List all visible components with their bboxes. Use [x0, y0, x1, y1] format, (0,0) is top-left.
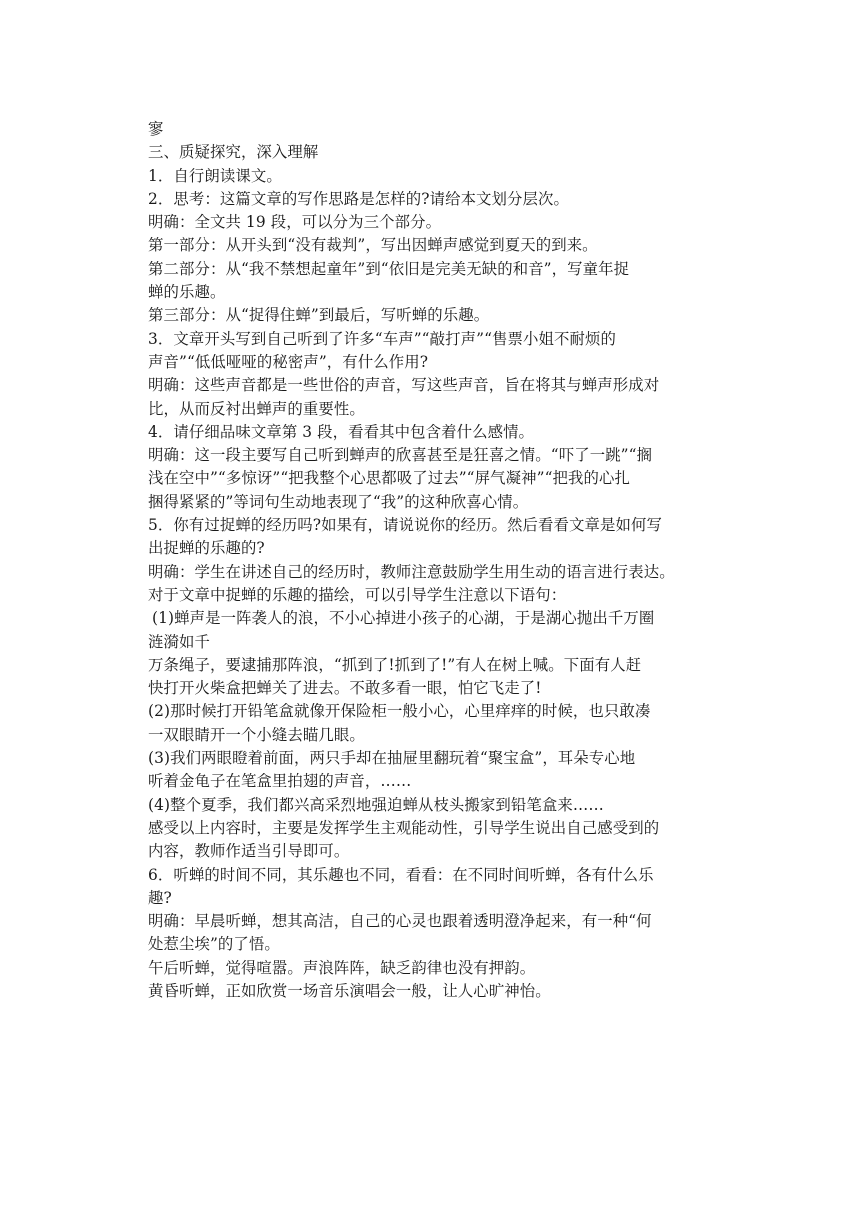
text-line: 第三部分：从“捉得住蝉”到最后，写听蝉的乐趣。: [148, 306, 490, 325]
text-line: 第二部分：从“我不禁想起童年”到“依旧是完美无缺的和音”，写童年捉: [148, 259, 630, 278]
quote-line: 听着金龟子在笔盒里拍翅的声音，……: [148, 772, 412, 791]
answer-line: 浅在空中”“多惊讶”“把我整个心思都吸了过去”“屏气凝神”“把我的心扎: [148, 469, 630, 488]
answer-line: 明确：这一段主要写自己听到蝉声的欣喜甚至是狂喜之情。“吓了一跳”“搁: [148, 446, 653, 465]
quote-line: 一双眼睛开一个小缝去瞄几眼。: [148, 725, 365, 744]
quote-line: 万条绳子，要逮捕那阵浪，“抓到了!抓到了!”有人在树上喊。下面有人赶: [148, 655, 642, 674]
quote-line: (1)蝉声是一阵袭人的浪，不小心掉进小孩子的心湖，于是湖心抛出千万圈: [152, 609, 655, 628]
question-line: 2．思考：这篇文章的写作思路是怎样的?请给本文划分层次。: [148, 189, 569, 208]
question-line: 3．文章开头写到自己听到了许多“车声”“敲打声”“售票小姐不耐烦的: [148, 329, 616, 348]
answer-line: 捆得紧紧的”等词句生动地表现了“我”的这种欣喜心情。: [148, 492, 529, 511]
text-line: 感受以上内容时，主要是发挥学生主观能动性，引导学生说出自己感受到的: [148, 818, 660, 837]
text-line: 黄昏听蝉，正如欣赏一场音乐演唱会一般，让人心旷神怡。: [148, 981, 551, 1000]
quote-line: (4)整个夏季，我们都兴高采烈地强迫蝉从枝头搬家到铅笔盒来……: [148, 795, 604, 814]
text-line: 蝉的乐趣。: [148, 283, 226, 302]
answer-line: 明确：这些声音都是一些世俗的声音，写这些声音，旨在将其与蝉声形成对: [148, 376, 660, 395]
answer-line: 明确：全文共 19 段，可以分为三个部分。: [148, 213, 442, 232]
quote-line: (3)我们两眼瞪着前面，两只手却在抽屉里翻玩着“聚宝盒”，耳朵专心地: [148, 749, 636, 768]
answer-line: 处惹尘埃”的了悟。: [148, 935, 280, 954]
quote-line: 涟漪如千: [148, 632, 210, 651]
text-line: 午后听蝉，觉得喧嚣。声浪阵阵，缺乏韵律也没有押韵。: [148, 958, 536, 977]
question-line: 6．听蝉的时间不同，其乐趣也不同，看看：在不同时间听蝉，各有什么乐: [148, 865, 654, 884]
text-line: 寥: [148, 120, 164, 138]
text-line: 1．自行朗读课文。: [148, 166, 282, 185]
question-line: 5．你有过捉蝉的经历吗?如果有，请说说你的经历。然后看看文章是如何写: [148, 516, 662, 535]
quote-line: (2)那时候打开铅笔盒就像开保险柜一般小心，心里痒痒的时候，也只敢凑: [148, 702, 651, 721]
question-line: 4．请仔细品味文章第 3 段，看看其中包含着什么感情。: [148, 422, 535, 441]
document-body: [148, 118, 718, 1003]
text-line: 内容，教师作适当引导即可。: [148, 842, 350, 861]
question-line: 出捉蝉的乐趣的?: [148, 539, 265, 558]
question-line: 声音”“低低哑哑的秘密声”，有什么作用?: [148, 352, 429, 371]
quote-line: 快打开火柴盒把蝉关了进去。不敢多看一眼，怕它飞走了!: [148, 679, 542, 698]
section-heading: 三、质疑探究，深入理解: [148, 143, 319, 162]
answer-line: 比，从而反衬出蝉声的重要性。: [148, 399, 365, 418]
text-line: 第一部分：从开头到“没有裁判”，写出因蝉声感觉到夏天的到来。: [148, 236, 598, 255]
answer-line: 明确：早晨听蝉，想其高洁，自己的心灵也跟着透明澄净起来，有一种“何: [148, 912, 652, 931]
answer-line: 明确：学生在讲述自己的经历时，教师注意鼓励学生用生动的语言进行表达。: [148, 562, 675, 581]
text-line: 对于文章中捉蝉的乐趣的描绘，可以引导学生注意以下语句：: [148, 585, 567, 604]
question-line: 趣?: [148, 888, 172, 907]
